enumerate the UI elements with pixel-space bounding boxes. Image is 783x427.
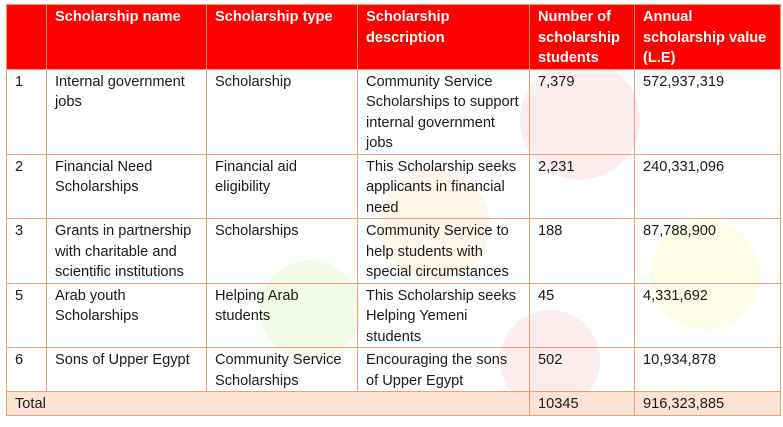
table-row: [7, 283, 781, 348]
annual-value: 240,331,096: [635, 154, 781, 219]
header-scholarship-name: Scholarship name: [47, 5, 207, 70]
annual-value: 87,788,900: [635, 219, 781, 284]
student-count: 2,231: [530, 154, 635, 219]
student-count: 188: [530, 219, 635, 284]
student-count: 7,379: [530, 69, 635, 154]
scholarship-name: Arab youth Scholarships: [47, 283, 207, 348]
total-value: 916,323,885: [635, 392, 781, 416]
scholarship-type: Helping Arab students: [207, 283, 358, 348]
scholarship-description: Community Service to help students with special circumstances: [358, 219, 530, 284]
scholarship-name: Financial Need Scholarships: [47, 154, 207, 219]
annual-value: 10,934,878: [635, 348, 781, 392]
scholarship-type: Financial aid eligibility: [207, 154, 358, 219]
scholarship-description: Encouraging the sons of Upper Egypt: [358, 348, 530, 392]
scholarship-name: Internal government jobs: [47, 69, 207, 154]
total-students: 10345: [530, 392, 635, 416]
table-header-row: [7, 5, 781, 70]
header-annual-value: Annual scholarship value (L.E): [635, 5, 781, 70]
student-count: 45: [530, 283, 635, 348]
scholarship-description: This Scholarship seeks Helping Yemeni students: [358, 283, 530, 348]
scholarship-type: Scholarship: [207, 69, 358, 154]
total-row: [7, 392, 781, 416]
scholarship-table: [6, 4, 781, 416]
row-number: 1: [7, 69, 47, 154]
header-index: [7, 5, 47, 70]
table-row: [7, 348, 781, 392]
table-row: [7, 154, 781, 219]
total-label: Total: [7, 392, 530, 416]
header-number-of-students: Number of scholarship students: [530, 5, 635, 70]
header-scholarship-type: Scholarship type: [207, 5, 358, 70]
annual-value: 4,331,692: [635, 283, 781, 348]
row-number: 6: [7, 348, 47, 392]
row-number: 5: [7, 283, 47, 348]
row-number: 2: [7, 154, 47, 219]
scholarship-type: Community Service Scholarships: [207, 348, 358, 392]
header-scholarship-description: Scholarship description: [358, 5, 530, 70]
scholarship-name: Sons of Upper Egypt: [47, 348, 207, 392]
scholarship-description: This Scholarship seeks applicants in financial need: [358, 154, 530, 219]
annual-value: 572,937,319: [635, 69, 781, 154]
scholarship-name: Grants in partnership with charitable and scientific institutions: [47, 219, 207, 284]
scholarship-description: Community Service Scholarships to support internal government jobs: [358, 69, 530, 154]
scholarship-type: Scholarships: [207, 219, 358, 284]
student-count: 502: [530, 348, 635, 392]
table-row: [7, 219, 781, 284]
table-row: [7, 69, 781, 154]
row-number: 3: [7, 219, 47, 284]
